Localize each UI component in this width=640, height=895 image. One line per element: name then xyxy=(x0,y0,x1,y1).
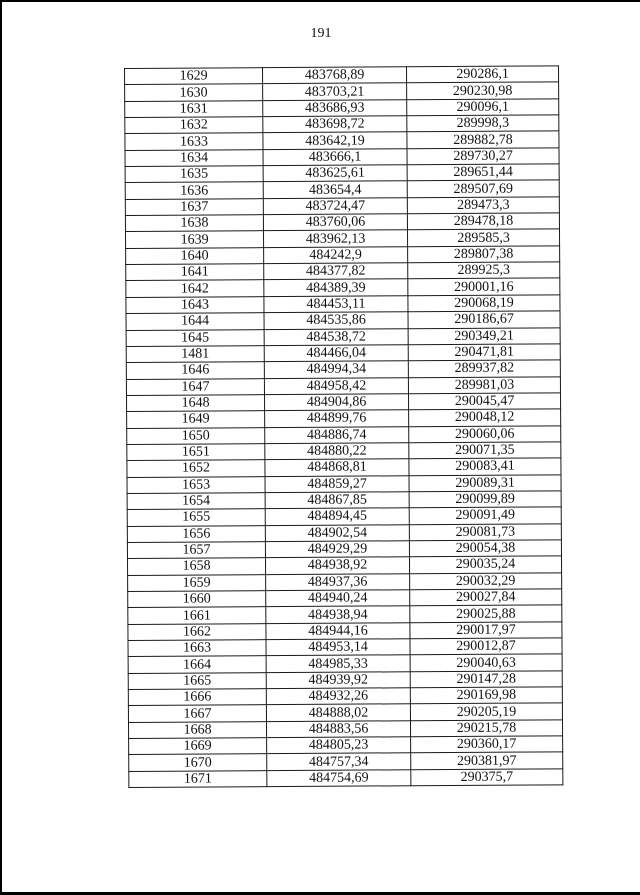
y-coordinate-cell: 290099,89 xyxy=(409,491,561,508)
x-coordinate-cell: 484994,34 xyxy=(264,361,408,378)
x-coordinate-cell: 484868,81 xyxy=(265,459,409,476)
point-number-cell: 1669 xyxy=(129,738,267,755)
point-number-cell: 1662 xyxy=(128,623,266,640)
point-number-cell: 1632 xyxy=(125,117,263,134)
x-coordinate-cell: 484937,36 xyxy=(266,573,410,590)
y-coordinate-cell: 290083,41 xyxy=(409,458,561,475)
y-coordinate-cell: 290040,63 xyxy=(410,654,562,671)
point-number-cell: 1634 xyxy=(125,149,263,166)
point-number-cell: 1665 xyxy=(128,672,266,689)
point-number-cell: 1631 xyxy=(125,100,263,117)
y-coordinate-cell: 290025,88 xyxy=(410,605,562,622)
y-coordinate-cell: 290068,19 xyxy=(408,295,560,312)
x-coordinate-cell: 484886,74 xyxy=(265,426,409,443)
point-number-cell: 1643 xyxy=(126,296,264,313)
point-number-cell: 1668 xyxy=(128,721,266,738)
x-coordinate-cell: 484888,02 xyxy=(266,704,410,721)
x-coordinate-cell: 484377,82 xyxy=(264,263,408,280)
x-coordinate-cell: 484754,69 xyxy=(267,770,411,787)
x-coordinate-cell: 484894,45 xyxy=(265,508,409,525)
point-number-cell: 1645 xyxy=(126,329,264,346)
y-coordinate-cell: 290471,81 xyxy=(408,344,560,361)
point-number-cell: 1667 xyxy=(128,705,266,722)
x-coordinate-cell: 484389,39 xyxy=(264,279,408,296)
x-coordinate-cell: 484958,42 xyxy=(264,377,408,394)
point-number-cell: 1636 xyxy=(125,182,263,199)
point-number-cell: 1666 xyxy=(128,689,266,706)
y-coordinate-cell: 290186,67 xyxy=(408,311,560,328)
coordinates-table xyxy=(124,65,563,788)
x-coordinate-cell: 483768,89 xyxy=(263,67,407,84)
x-coordinate-cell: 484940,24 xyxy=(266,590,410,607)
x-coordinate-cell: 484939,92 xyxy=(266,671,410,688)
y-coordinate-cell: 290381,97 xyxy=(411,752,563,769)
y-coordinate-cell: 290035,24 xyxy=(409,556,561,573)
x-coordinate-cell: 484938,92 xyxy=(265,557,409,574)
x-coordinate-cell: 484757,34 xyxy=(267,753,411,770)
x-coordinate-cell: 484899,76 xyxy=(265,410,409,427)
y-coordinate-cell: 289651,44 xyxy=(407,164,559,181)
y-coordinate-cell: 289925,3 xyxy=(408,262,560,279)
x-coordinate-cell: 484538,72 xyxy=(264,328,408,345)
x-coordinate-cell: 483703,21 xyxy=(263,83,407,100)
point-number-cell: 1650 xyxy=(127,427,265,444)
point-number-cell: 1652 xyxy=(127,460,265,477)
y-coordinate-cell: 290012,87 xyxy=(410,638,562,655)
y-coordinate-cell: 290001,16 xyxy=(408,278,560,295)
y-coordinate-cell: 290027,84 xyxy=(410,589,562,606)
y-coordinate-cell: 290375,7 xyxy=(411,769,563,786)
x-coordinate-cell: 484944,16 xyxy=(266,622,410,639)
y-coordinate-cell: 289473,3 xyxy=(407,197,559,214)
y-coordinate-cell: 289478,18 xyxy=(407,213,559,230)
y-coordinate-cell: 290360,17 xyxy=(411,736,563,753)
point-number-cell: 1657 xyxy=(127,542,265,559)
y-coordinate-cell: 289585,3 xyxy=(407,229,559,246)
x-coordinate-cell: 484904,86 xyxy=(264,394,408,411)
point-number-cell: 1654 xyxy=(127,493,265,510)
point-number-cell: 1656 xyxy=(127,525,265,542)
y-coordinate-cell: 290017,97 xyxy=(410,622,562,639)
y-coordinate-cell: 290089,31 xyxy=(409,474,561,491)
point-number-cell: 1670 xyxy=(129,754,267,771)
point-number-cell: 1639 xyxy=(126,231,264,248)
point-number-cell: 1671 xyxy=(129,770,267,787)
point-number-cell: 1651 xyxy=(127,444,265,461)
point-number-cell: 1660 xyxy=(128,591,266,608)
point-number-cell: 1649 xyxy=(127,411,265,428)
point-number-cell: 1630 xyxy=(125,84,263,101)
x-coordinate-cell: 483686,93 xyxy=(263,99,407,116)
x-coordinate-cell: 483642,19 xyxy=(263,132,407,149)
y-coordinate-cell: 290054,38 xyxy=(409,540,561,557)
x-coordinate-cell: 484859,27 xyxy=(265,475,409,492)
x-coordinate-cell: 484932,26 xyxy=(266,688,410,705)
y-coordinate-cell: 289998,3 xyxy=(407,115,559,132)
point-number-cell: 1653 xyxy=(127,476,265,493)
y-coordinate-cell: 289981,03 xyxy=(408,376,560,393)
point-number-cell: 1661 xyxy=(128,607,266,624)
y-coordinate-cell: 290147,28 xyxy=(410,671,562,688)
point-number-cell: 1635 xyxy=(125,166,263,183)
x-coordinate-cell: 483625,61 xyxy=(263,165,407,182)
point-number-cell: 1664 xyxy=(128,656,266,673)
x-coordinate-cell: 483698,72 xyxy=(263,116,407,133)
point-number-cell: 1655 xyxy=(127,509,265,526)
point-number-cell: 1647 xyxy=(126,378,264,395)
y-coordinate-cell: 290169,98 xyxy=(410,687,562,704)
y-coordinate-cell: 290349,21 xyxy=(408,327,560,344)
point-number-cell: 1663 xyxy=(128,640,266,657)
y-coordinate-cell: 289937,82 xyxy=(408,360,560,377)
page-number: 191 xyxy=(310,26,332,41)
x-coordinate-cell: 484867,85 xyxy=(265,492,409,509)
point-number-cell: 1629 xyxy=(125,68,263,85)
point-number-cell: 1638 xyxy=(125,215,263,232)
x-coordinate-cell: 484883,56 xyxy=(266,721,410,738)
x-coordinate-cell: 484535,86 xyxy=(264,312,408,329)
point-number-cell: 1648 xyxy=(126,395,264,412)
point-number-cell: 1481 xyxy=(126,345,264,362)
point-number-cell: 1659 xyxy=(128,574,266,591)
y-coordinate-cell: 289507,69 xyxy=(407,180,559,197)
point-number-cell: 1644 xyxy=(126,313,264,330)
x-coordinate-cell: 484880,22 xyxy=(265,443,409,460)
y-coordinate-cell: 290230,98 xyxy=(407,82,559,99)
x-coordinate-cell: 483962,13 xyxy=(263,230,407,247)
y-coordinate-cell: 290286,1 xyxy=(406,66,558,83)
y-coordinate-cell: 290091,49 xyxy=(409,507,561,524)
x-coordinate-cell: 484453,11 xyxy=(264,296,408,313)
x-coordinate-cell: 484953,14 xyxy=(266,639,410,656)
x-coordinate-cell: 484938,94 xyxy=(266,606,410,623)
point-number-cell: 1658 xyxy=(127,558,265,575)
y-coordinate-cell: 290205,19 xyxy=(410,703,562,720)
x-coordinate-cell: 483760,06 xyxy=(263,214,407,231)
point-number-cell: 1637 xyxy=(125,198,263,215)
point-number-cell: 1646 xyxy=(126,362,264,379)
x-coordinate-cell: 484902,54 xyxy=(265,524,409,541)
x-coordinate-cell: 483724,47 xyxy=(263,198,407,215)
y-coordinate-cell: 290045,47 xyxy=(408,393,560,410)
y-coordinate-cell: 290081,73 xyxy=(409,523,561,540)
x-coordinate-cell: 484805,23 xyxy=(267,737,411,754)
point-number-cell: 1640 xyxy=(126,247,264,264)
x-coordinate-cell: 484985,33 xyxy=(266,655,410,672)
y-coordinate-cell: 289730,27 xyxy=(407,148,559,165)
x-coordinate-cell: 484466,04 xyxy=(264,345,408,362)
x-coordinate-cell: 483666,1 xyxy=(263,148,407,165)
point-number-cell: 1633 xyxy=(125,133,263,150)
y-coordinate-cell: 290048,12 xyxy=(409,409,561,426)
point-number-cell: 1642 xyxy=(126,280,264,297)
y-coordinate-cell: 290060,06 xyxy=(409,425,561,442)
y-coordinate-cell: 290096,1 xyxy=(407,99,559,116)
x-coordinate-cell: 484242,9 xyxy=(264,247,408,264)
point-number-cell: 1641 xyxy=(126,264,264,281)
y-coordinate-cell: 289882,78 xyxy=(407,131,559,148)
y-coordinate-cell: 289807,38 xyxy=(408,246,560,263)
table-row xyxy=(129,769,563,788)
y-coordinate-cell: 290032,29 xyxy=(410,572,562,589)
x-coordinate-cell: 484929,29 xyxy=(265,541,409,558)
coordinates-table-body xyxy=(125,66,563,788)
x-coordinate-cell: 483654,4 xyxy=(263,181,407,198)
y-coordinate-cell: 290215,78 xyxy=(410,720,562,737)
y-coordinate-cell: 290071,35 xyxy=(409,442,561,459)
